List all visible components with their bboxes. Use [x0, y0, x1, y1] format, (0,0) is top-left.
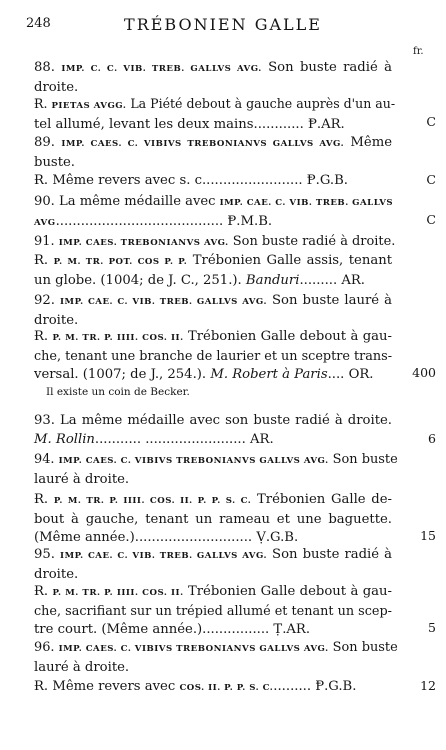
entry-line: tre court. (Même année.)................ Ṭ.AR.: [34, 622, 311, 637]
rarity-value: 5: [428, 620, 436, 635]
entry-line: Ɍ. P. M. TR. POT. COS P. P. Trébonien Galle assis, tenant: [34, 253, 392, 268]
legend-inscription: P. M. TR. P. IIII. COS. II.: [52, 588, 184, 598]
entry-line: 93. La même médaille avec son buste radié à droite.: [34, 413, 392, 428]
entry-line: AVG........................................ Ᵽ.M.B.: [34, 213, 273, 229]
footnote: Il existe un coin de Becker.: [46, 386, 190, 398]
entry-line: M. Rollin........... ........................ AR.: [34, 431, 274, 447]
entry-line: 91. IMP. CAES. TREBONIANVS AVG. Son buste radié à droite.: [34, 234, 396, 249]
catalogue-entry: [34, 252, 392, 290]
catalogue-entry: [34, 95, 396, 134]
entry-line: (Même année.)............................ Ṿ.G.B.: [34, 530, 299, 545]
running-head: TRÉBONIEN GALLE: [124, 15, 322, 34]
rarity-value: 12: [420, 678, 436, 693]
entry-line: 92. IMP. CAE. C. VIB. TREB. GALLVS AVG. Son buste lauré à: [34, 293, 392, 308]
legend-inscription: IMP. CAE. C. VIB. TREB. GALLVS: [219, 198, 394, 208]
catalogue-entry: [34, 639, 398, 677]
entry-line: Ɍ. P. M. TR. P. IIII. COS. II. Trébonien Galle debout à gau-: [34, 584, 392, 599]
entry-line: 90. La même médaille avec IMP. CAE. C. VIB. TREB. GALLVS: [34, 194, 394, 209]
entry-line: droite.: [34, 79, 79, 95]
catalogue-entry: [34, 292, 392, 330]
entry-line: Ɍ. PIETAS AVGG. La Piété debout à gauche auprès d'un au-: [34, 96, 396, 111]
entry-line: buste.: [34, 154, 75, 170]
column-header: fr.: [413, 46, 424, 57]
catalogue-entry: [34, 491, 392, 548]
legend-inscription: IMP. CAES. C. VIBIVS TREBONIANVS GALLVS AVG.: [58, 644, 329, 654]
legend-inscription: IMP. CAES. C. VIBIVS TREBONIANVS GALLVS AVG.: [61, 139, 345, 149]
entry-line: 94. IMP. CAES. C. VIBIVS TREBONIANVS GALLVS AVG. Son buste: [34, 452, 398, 467]
entry-line: 96. IMP. CAES. C. VIBIVS TREBONIANVS GALLVS AVG. Son buste: [34, 640, 398, 655]
catalogue-entry: [34, 134, 392, 172]
entry-line: lauré à droite.: [34, 471, 130, 487]
entry-line: Ɍ. P. M. TR. P. IIII. COS. II. Trébonien Galle debout à gau-: [34, 329, 392, 344]
entry-line: tel allumé, levant les deux mains............ Ᵽ.AR.: [34, 116, 345, 132]
legend-inscription: IMP. CAES. C. VIBIVS TREBONIANVS GALLVS AVG.: [58, 456, 329, 466]
rarity-value: 15: [420, 528, 436, 543]
legend-inscription: P. M. TR. P. IIII. COS. II. P. P. S. C.: [53, 496, 252, 506]
page-number: 248: [26, 16, 51, 31]
entry-line: Ɍ. Même revers avec COS. II. P. P. S. C.......... Ᵽ.G.B.: [34, 679, 357, 694]
catalogue-entry: [34, 193, 392, 232]
entry-line: 88. IMP. C. C. VIB. TREB. GALLVS AVG. Son buste radié à: [34, 60, 392, 75]
entry-line: Ɍ. Même revers avec s. c........................ Ᵽ.G.B.: [34, 173, 348, 188]
catalogue-entry: [34, 59, 392, 97]
legend-inscription: AVG: [34, 217, 56, 228]
catalogue-entry: [34, 328, 392, 385]
catalogue-entry: [34, 678, 392, 698]
rarity-value: 400: [412, 365, 436, 380]
entry-line: droite.: [34, 566, 79, 582]
legend-inscription: P. M. TR. P. IIII. COS. II.: [52, 333, 184, 343]
legend-inscription: IMP. CAE. C. VIB. TREB. GALLVS AVG.: [60, 297, 267, 307]
entry-line: bout à gauche, tenant un rameau et une baguette.: [34, 511, 392, 527]
catalogue-entry: [34, 583, 392, 640]
catalogue-entry: [34, 412, 392, 449]
entry-line: un globe. (1004; de J. C., 251.). Banduri......... AR.: [34, 272, 366, 288]
rarity-value: C: [426, 113, 436, 129]
entry-line: lauré à droite.: [34, 659, 130, 675]
entry-line: 95. IMP. CAE. C. VIB. TREB. GALLVS AVG. Son buste radié à: [34, 547, 392, 562]
catalogue-entry: [34, 233, 396, 253]
entry-line: versal. (1007; de J., 254.). M. Robert à Paris.... OR.: [34, 367, 374, 382]
entry-line: Ɍ. P. M. TR. P. IIII. COS. II. P. P. S. C. Trébonien Galle de-: [34, 492, 392, 507]
rarity-value: C: [426, 172, 436, 187]
legend-inscription: IMP. CAES. TREBONIANVS AVG.: [58, 238, 229, 248]
legend-inscription: P. M. TR. POT. COS P. P.: [53, 257, 188, 267]
entry-line: che, tenant une branche de laurier et un sceptre trans-: [34, 348, 393, 364]
legend-inscription: IMP. CAE. C. VIB. TREB. GALLVS AVG.: [60, 551, 267, 561]
entry-line: droite.: [34, 312, 79, 328]
rarity-value: C: [426, 211, 436, 227]
entry-line: 89. IMP. CAES. C. VIBIVS TREBONIANVS GALLVS AVG. Même: [34, 135, 393, 150]
catalogue-entry: [34, 546, 392, 584]
rarity-value: 6: [428, 430, 436, 446]
entry-line: che, sacrifiant sur un trépied allumé et tenant un scep-: [34, 603, 392, 619]
legend-inscription: IMP. C. C. VIB. TREB. GALLVS AVG.: [61, 64, 262, 74]
legend-inscription: PIETAS AVGG.: [51, 101, 127, 111]
legend-inscription: COS. II. P. P. S. C.: [179, 683, 274, 693]
catalogue-entry: [34, 172, 392, 191]
catalogue-entry: [34, 451, 398, 489]
